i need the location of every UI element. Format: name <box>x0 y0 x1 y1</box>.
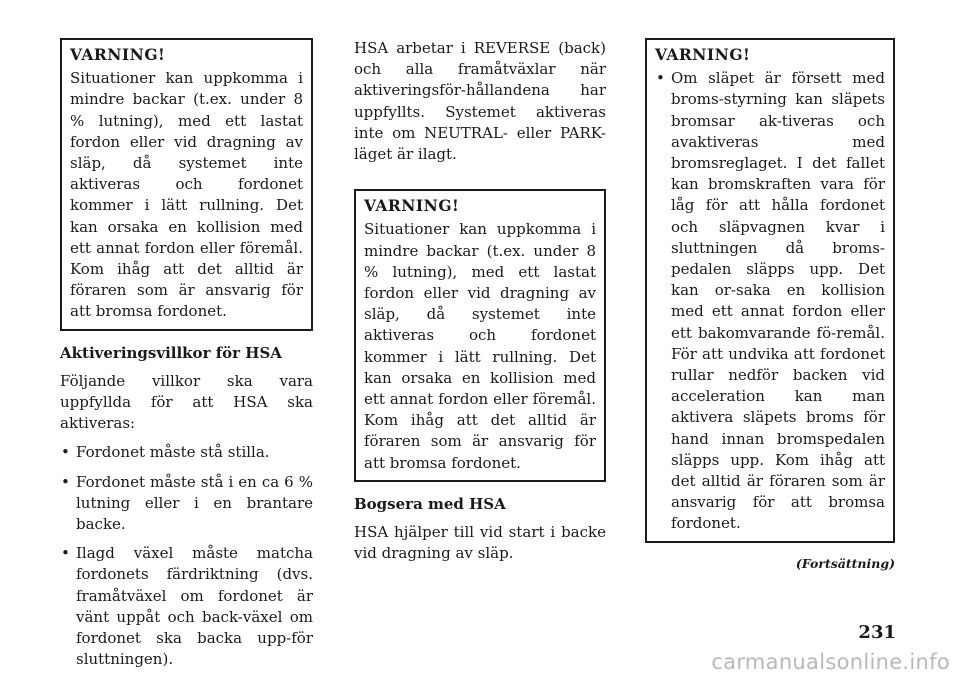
list-item: • Fordonet måste stå stilla. <box>60 442 313 463</box>
paragraph-reverse: HSA arbetar i REVERSE (back) och alla framåtväxlar när aktiveringsför-hållandena har uppfyllts. Systemet aktiveras inte om NEUTRAL- eller PARK-läget är ilagt. <box>354 39 606 164</box>
section-heading-towing: Bogsera med HSA <box>354 494 506 513</box>
section-heading-activation: Aktiveringsvillkor för HSA <box>60 343 282 362</box>
watermark: carmanualsonline.info <box>711 650 950 674</box>
warning-title: VARNING! <box>364 196 460 216</box>
warning-box <box>60 38 313 331</box>
column-right <box>645 38 895 574</box>
warning-title: VARNING! <box>655 45 751 64</box>
warning-text: Situationer kan uppkomma i mindre backar (t.ex. under 8 % lutning), med ett lastat fordon eller vid dragning av släp, då systemet inte aktiveras och fordonet kommer i lätt rullning. Det kan orsaka en kollision med ett annat fordon eller föremål. Kom ihåg att det alltid är föraren som är ansvarig för att bromsa fordonet. <box>364 220 596 472</box>
list-item: • Fordonet måste stå i en ca 6 % lutning eller i en brantare backe. <box>60 472 313 536</box>
warning-box <box>354 189 606 482</box>
warning-title: VARNING! <box>70 45 166 64</box>
column-left <box>60 38 313 678</box>
paragraph-towing: HSA hjälper till vid start i backe vid dragning av släp. <box>354 523 606 563</box>
conditions-list <box>60 442 313 670</box>
list-item: • Ilagd växel måste matcha fordonets färdriktning (dvs. framåtväxel om fordonet är vänt uppåt och back-växel om fordonet ska backa upp-för sluttningen). <box>60 543 313 670</box>
warning-list <box>655 68 885 534</box>
continued-label: (Fortsättning) <box>795 555 895 571</box>
paragraph-conditions: Följande villkor ska vara uppfyllda för att HSA ska aktiveras: <box>60 371 313 433</box>
warning-text: Situationer kan uppkomma i mindre backar (t.ex. under 8 % lutning), med ett lastat fordon eller vid dragning av släp, då systemet inte aktiveras och fordonet kommer i lätt rullning. Det kan orsaka en kollision med ett annat fordon eller föremål. Kom ihåg att det alltid är föraren som är ansvarig för att bromsa fordonet. <box>70 69 303 321</box>
warning-box <box>645 38 895 543</box>
page-number: 231 <box>858 622 896 643</box>
column-middle <box>354 38 606 572</box>
list-item: • Om släpet är försett med broms-styrning kan släpets bromsar ak-tiveras och avaktiveras med bromsreglaget. I det fallet kan bromskraften vara för låg för att hålla fordonet och släpvagnen kvar i sluttningen då broms-pedalen släpps upp. Det kan or-saka en kollision med ett annat fordon eller ett bakomvarande fö-remål. För att undvika att fordonet rullar nedför backen vid acceleration kan man aktivera släpets broms för hand innan bromspedalen släpps upp. Kom ihåg att det alltid är föraren som är ansvarig för att bromsa fordonet. <box>655 68 885 534</box>
